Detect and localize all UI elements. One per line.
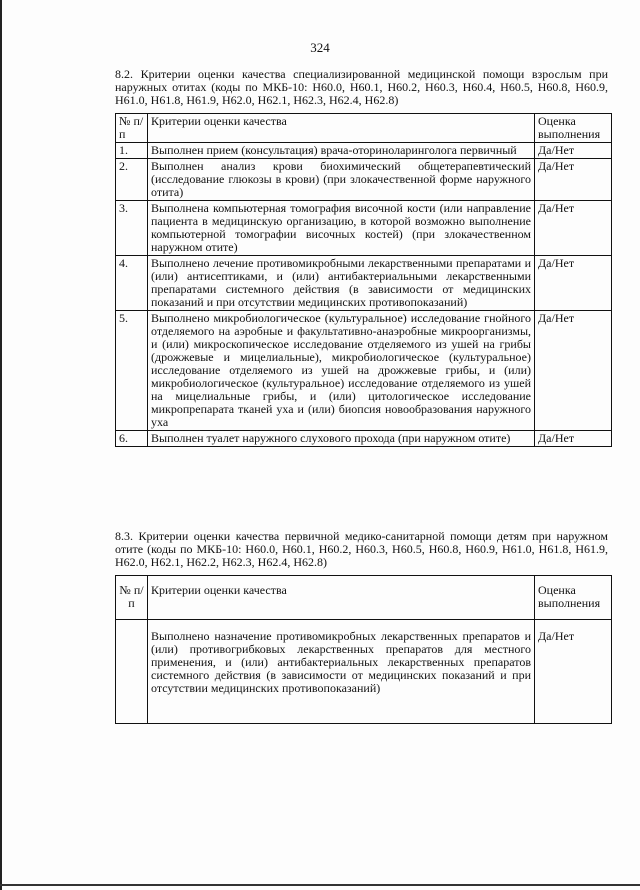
scan-border-bottom (0, 884, 640, 886)
row-criteria: Выполнена компьютерная томография височной кости (или направление пациента в медицинскую организацию, в которой возможно выполнение компьютерной томографии височных костей) (при злокачественном наружном отите) (148, 201, 535, 256)
table-row (116, 143, 612, 159)
row-evaluation: Да/Нет (535, 620, 612, 724)
row-criteria: Выполнен туалет наружного слухового прохода (при наружном отите) (148, 431, 535, 447)
scan-border-left (0, 0, 2, 890)
header-criteria: Критерии оценки качества (148, 114, 535, 143)
row-evaluation: Да/Нет (535, 311, 612, 431)
header-number: № п/п (116, 576, 148, 620)
header-evaluation: Оценка выполнения (535, 114, 612, 143)
row-criteria: Выполнено назначение противомикробных лекарственных препаратов и (или) противогрибковых лекарственных препаратов для местного применения, и (или) антибактериальных лекарственных препаратов системного действия (в зависимости от медицинских показаний и при отсутствии медицинских противопоказаний) (148, 620, 535, 724)
criteria-table-8-2 (115, 113, 612, 447)
table-header-row (116, 114, 612, 143)
table-row (116, 256, 612, 311)
section-title-8-3: 8.3. Критерии оценки качества первичной медико-санитарной помощи детям при наружном отите (коды по МКБ-10: H60.0, H60.1, H60.2, H60.3, H60.5, H60.8, H60.9, H61.0, H61.8, H61.9, H62.0, H62.1, H62.2, H62.3, H62.4, H62.8) (115, 529, 608, 569)
row-criteria: Выполнено лечение противомикробными лекарственными препаратами и (или) антисептиками, и (или) антибактериальными лекарственными препаратами системного действия (в зависимости от медицинских показаний и при отсутствии медицинских противопоказаний) (148, 256, 535, 311)
row-number: 3. (116, 201, 148, 256)
row-number: 2. (116, 159, 148, 201)
page-number: 324 (310, 40, 330, 55)
header-evaluation: Оценка выполнения (535, 576, 612, 620)
row-evaluation: Да/Нет (535, 431, 612, 447)
table-row (116, 431, 612, 447)
table-row (116, 159, 612, 201)
row-criteria: Выполнено микробиологическое (культуральное) исследование гнойного отделяемого на аэробные и факультативно-анаэробные микроорганизмы, и (или) микроскопическое исследование отделяемого из ушей на грибы (дрожжевые и мицелиальные), микробиологическое (культуральное) исследование отделяемого из ушей на дрожжевые грибы, и (или) микробиологическое (культуральное) исследование отделяемого из ушей на мицелиальные грибы, и (или) цитологическое исследование микропрепарата тканей уха и (или) биопсия новообразования наружного уха (148, 311, 535, 431)
row-number: 6. (116, 431, 148, 447)
row-evaluation: Да/Нет (535, 159, 612, 201)
table-row (116, 201, 612, 256)
row-number: 1. (116, 143, 148, 159)
criteria-table-8-3 (115, 575, 612, 724)
row-number (116, 620, 148, 724)
row-criteria: Выполнен анализ крови биохимический общетерапевтический (исследование глюкозы в крови) (при злокачественной форме наружного отита) (148, 159, 535, 201)
table-row (116, 620, 612, 724)
row-number: 5. (116, 311, 148, 431)
header-number: № п/п (116, 114, 148, 143)
row-evaluation: Да/Нет (535, 201, 612, 256)
row-number: 4. (116, 256, 148, 311)
header-criteria: Критерии оценки качества (148, 576, 535, 620)
row-evaluation: Да/Нет (535, 143, 612, 159)
row-evaluation: Да/Нет (535, 256, 612, 311)
table-row (116, 311, 612, 431)
row-criteria: Выполнен прием (консультация) врача-оториноларинголога первичный (148, 143, 535, 159)
table-header-row (116, 576, 612, 620)
section-title-8-2: 8.2. Критерии оценки качества специализированной медицинской помощи взрослым при наружных отитах (коды по МКБ-10: H60.0, H60.1, H60.2, H60.3, H60.4, H60.5, H60.8, H60.9, H61.0, H61.8, H61.9, H62.0, H62.1, H62.3, H62.4, H62.8) (115, 67, 608, 107)
